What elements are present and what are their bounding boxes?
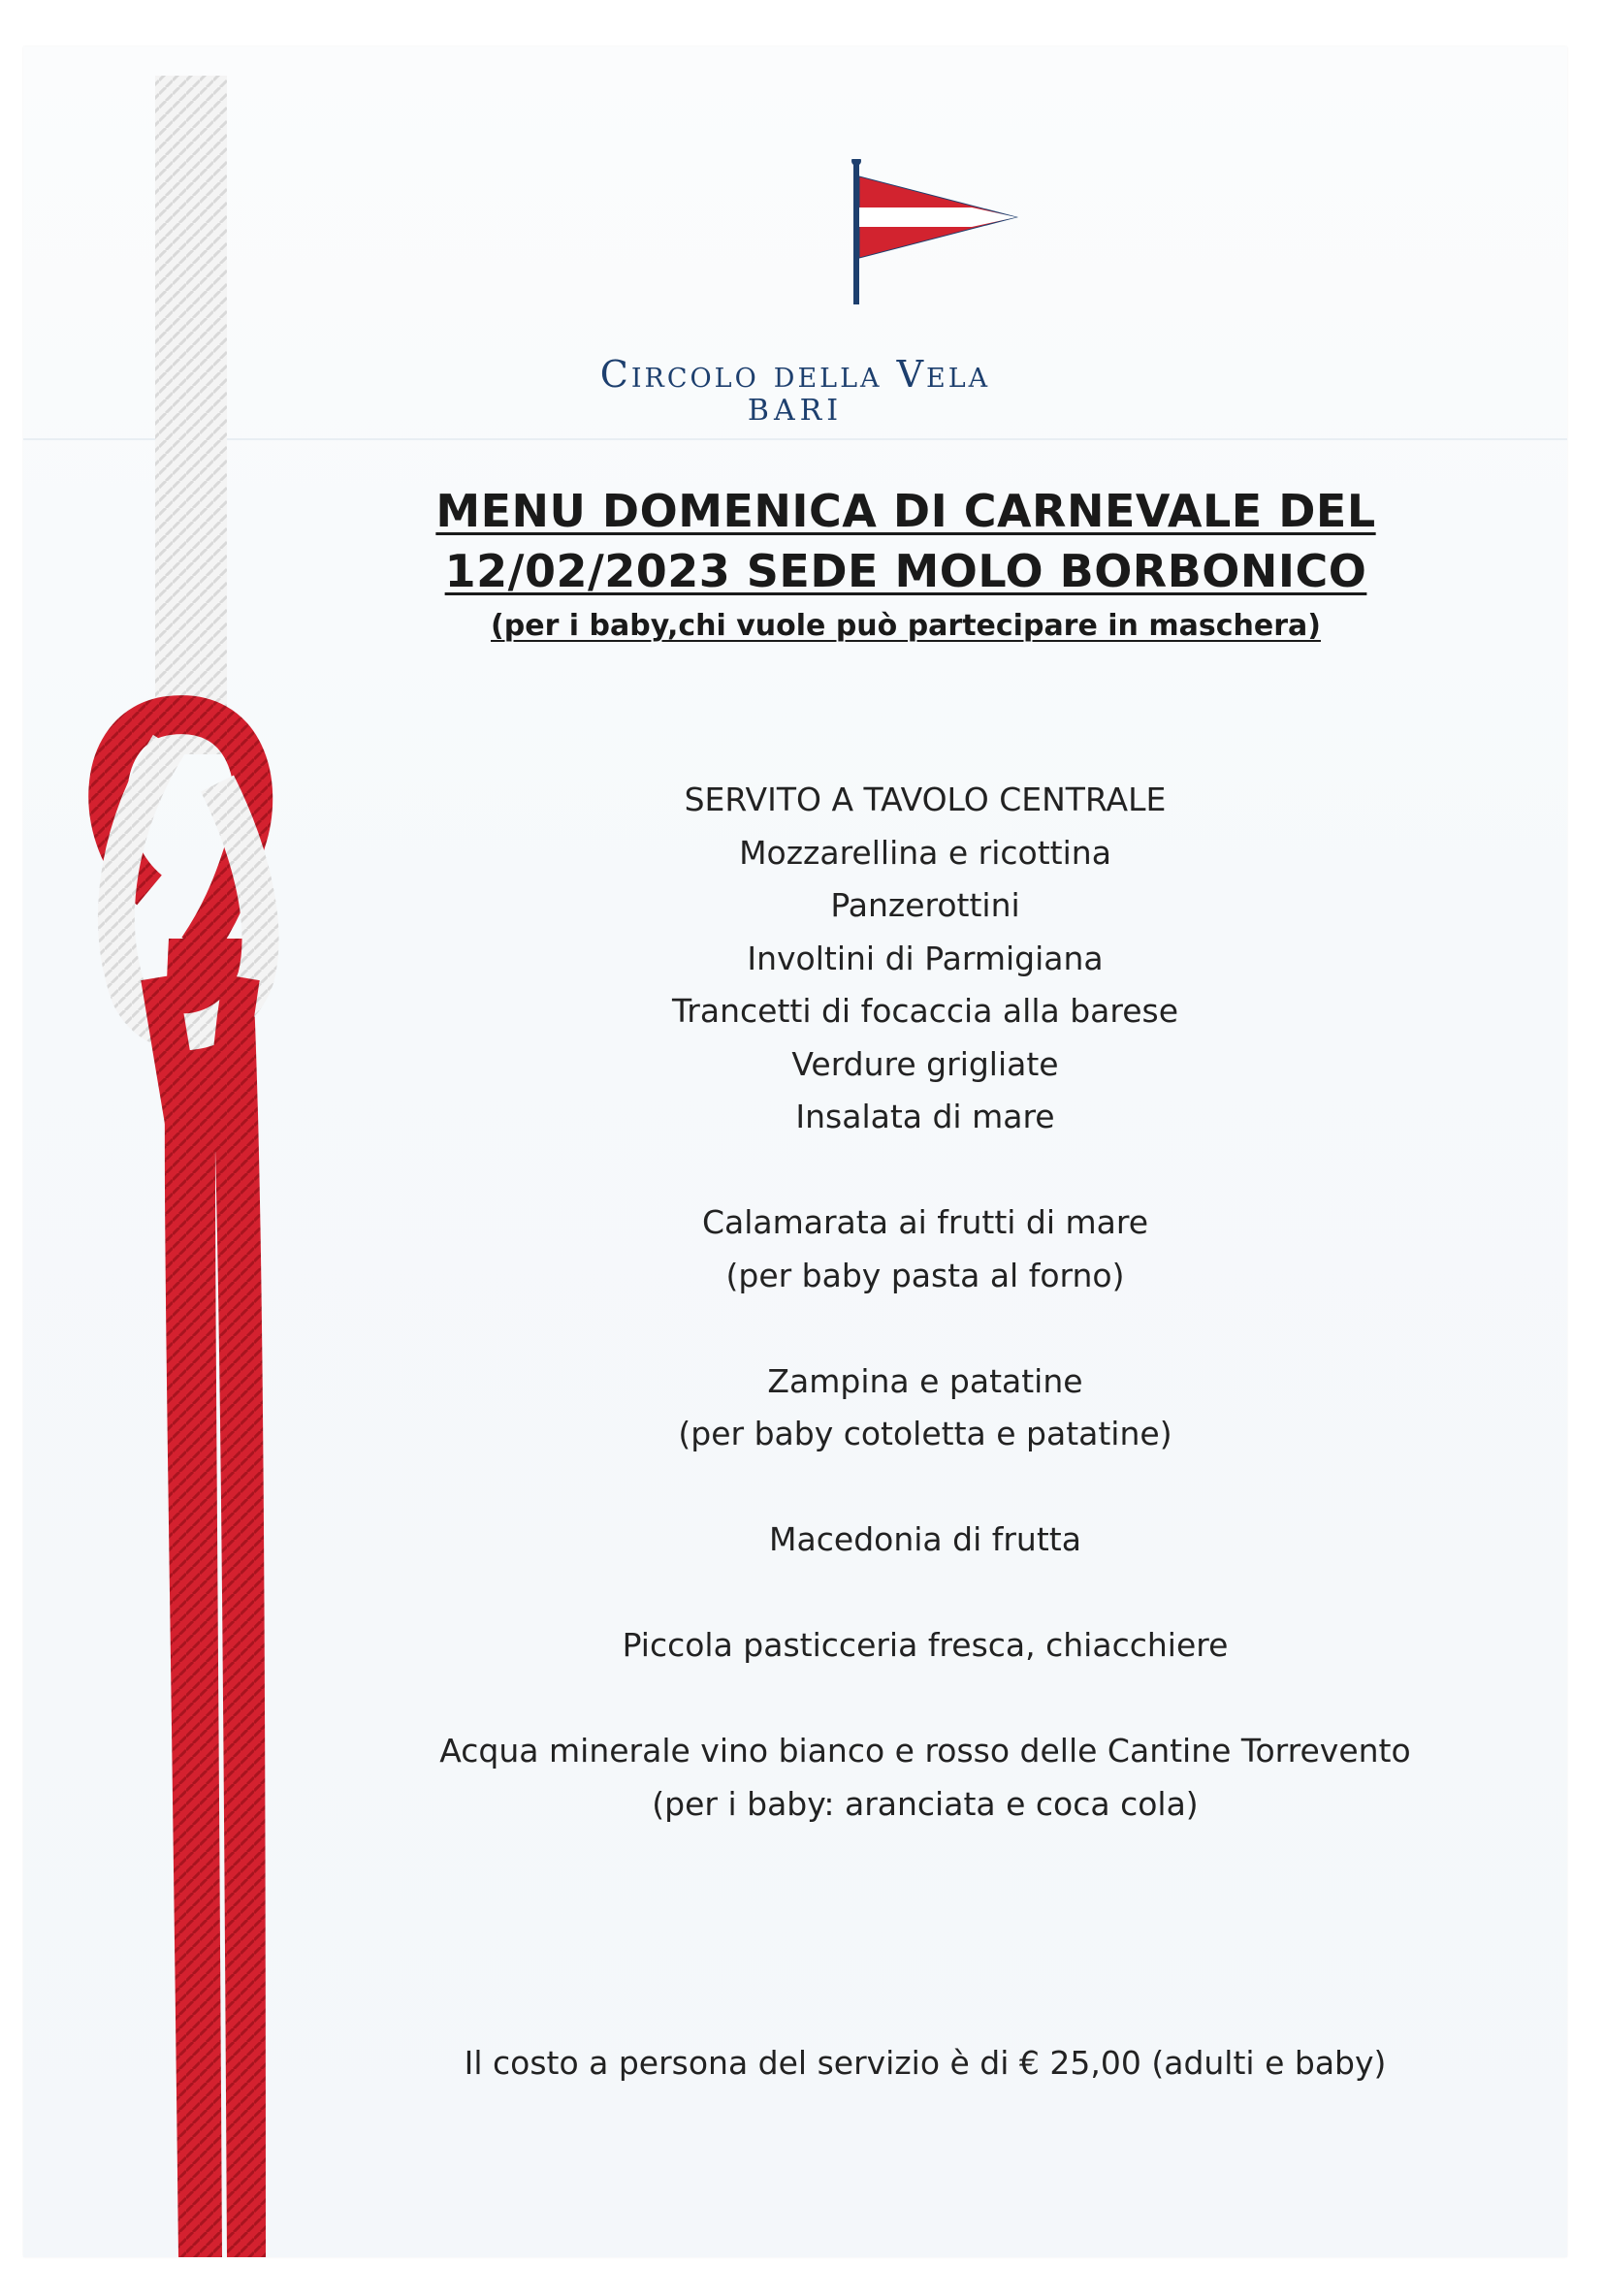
burgee-flag-icon	[846, 159, 1030, 314]
bevande-baby-item: (per i baby: aranciata e coca cola)	[652, 1784, 1199, 1823]
menu-item: Insalata di mare	[795, 1098, 1055, 1135]
antipasti-header: SERVITO A TAVOLO CENTRALE	[684, 781, 1167, 818]
club-name: Circolo della Vela	[599, 353, 991, 396]
menu-item: Panzerottini	[830, 886, 1020, 924]
menu-item: Mozzarellina e ricottina	[739, 833, 1111, 872]
price-note: Il costo a persona del servizio è di € 25,00 (adulti e baby)	[464, 2044, 1387, 2082]
title-line-1: MENU DOMENICA DI CARNEVALE DEL	[435, 485, 1376, 537]
menu-item: Verdure grigliate	[791, 1044, 1059, 1083]
menu-item: Trancetti di focaccia alla barese	[671, 992, 1179, 1030]
red-knot-strand-right	[227, 977, 241, 1152]
primo-baby-item: (per baby pasta al forno)	[725, 1256, 1125, 1294]
dolci-item: Piccola pasticceria fresca, chiacchiere	[622, 1626, 1229, 1664]
bevande-item: Acqua minerale vino bianco e rosso delle Cantine Torrevento	[439, 1732, 1411, 1770]
menu-page	[23, 47, 1567, 2257]
secondo-baby-item: (per baby cotoletta e patatine)	[678, 1415, 1172, 1452]
primo-item: Calamarata ai frutti di mare	[701, 1203, 1149, 1241]
secondo-item: Zampina e patatine	[767, 1361, 1083, 1400]
menu-item: Involtini di Parmigiana	[747, 939, 1104, 977]
title-subtitle: (per i baby,chi vuole può partecipare in maschera)	[491, 609, 1321, 643]
club-city: BARI	[747, 394, 844, 428]
menu-title	[314, 481, 1497, 646]
frutta-item: Macedonia di frutta	[769, 1520, 1081, 1558]
menu-list	[372, 774, 1478, 1831]
title-line-2: 12/02/2023 SEDE MOLO BORBONICO	[444, 545, 1367, 597]
